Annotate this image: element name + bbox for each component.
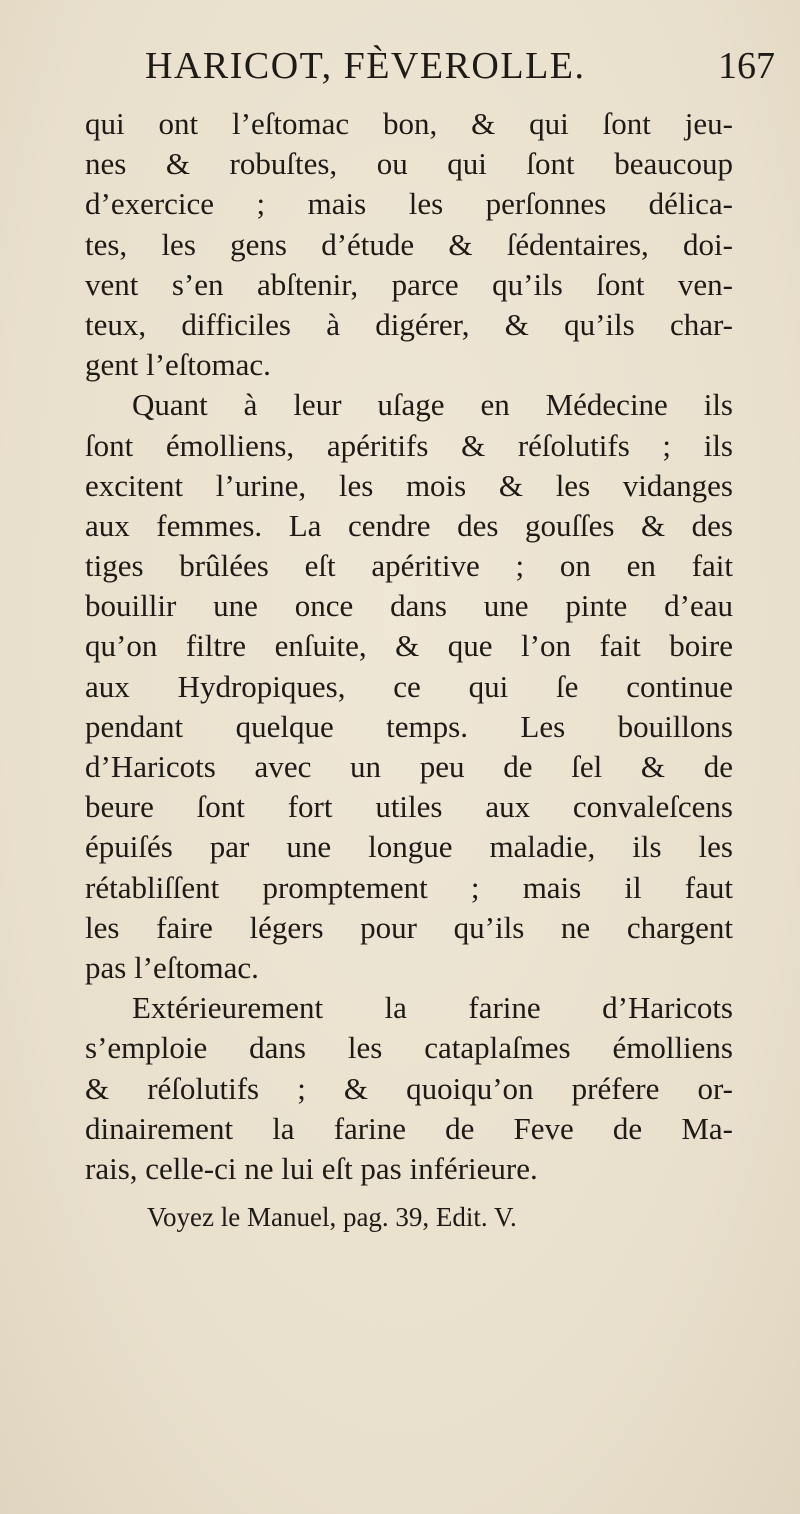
page-header: [145, 44, 775, 104]
text-line: épuiſés par une longue maladie, ils les: [85, 829, 733, 865]
footnote: Voyez le Manuel, pag. 39, Edit. V.: [147, 1202, 517, 1232]
text-line: d’Haricots avec un peu de ſel & de: [85, 749, 733, 784]
text-line: qui ont l’eſtomac bon, & qui ſont jeu-: [85, 106, 733, 141]
text-line: bouillir une once dans une pinte d’eau: [85, 588, 733, 624]
text-line: dinairement la farine de Feve de Ma-: [85, 1110, 733, 1146]
text-line: rétabliſſent promptement ; mais il faut: [85, 869, 733, 905]
text-line: excitent l’urine, les mois & les vidanges: [85, 467, 733, 503]
text-line: & réſolutifs ; & quoiqu’on préfere or-: [85, 1070, 733, 1106]
text-line: pas l’eſtomac.: [85, 949, 259, 985]
running-title: HARICOT, FÈVEROLLE.: [145, 45, 586, 87]
body-text: [85, 104, 733, 1189]
text-line: teux, difficiles à digérer, & qu’ils char-: [85, 306, 733, 342]
text-line: d’exercice ; mais les perſonnes délica-: [85, 186, 733, 222]
text-line: tes, les gens d’étude & ſédentaires, doi-: [85, 226, 733, 262]
text-line: Quant à leur uſage en Médecine ils: [132, 387, 733, 423]
text-line: pendant quelque temps. Les bouillons: [85, 708, 733, 744]
text-line: Extérieurement la farine d’Haricots: [132, 990, 733, 1026]
text-line: beure ſont fort utiles aux convaleſcens: [85, 789, 733, 825]
text-line: gent l’eſtomac.: [85, 347, 271, 383]
text-line: rais, celle-ci ne lui eſt pas inférieure.: [85, 1150, 538, 1186]
text-line: tiges brûlées eſt apéritive ; on en fait: [85, 548, 733, 584]
text-line: ſont émolliens, apéritifs & réſolutifs ; ils: [85, 427, 733, 463]
text-line: aux Hydropiques, ce qui ſe continue: [85, 668, 733, 704]
text-line: qu’on filtre enſuite, & que l’on fait boire: [85, 628, 733, 664]
text-line: s’emploie dans les cataplaſmes émolliens: [85, 1030, 733, 1066]
text-line: vent s’en abſtenir, parce qu’ils ſont ven-: [85, 266, 733, 302]
text-line: aux femmes. La cendre des gouſſes & des: [85, 507, 733, 543]
text-line: nes & robuſtes, ou qui ſont beaucoup: [85, 146, 733, 182]
page-number: 167: [718, 45, 775, 87]
text-line: les faire légers pour qu’ils ne chargent: [85, 909, 733, 945]
